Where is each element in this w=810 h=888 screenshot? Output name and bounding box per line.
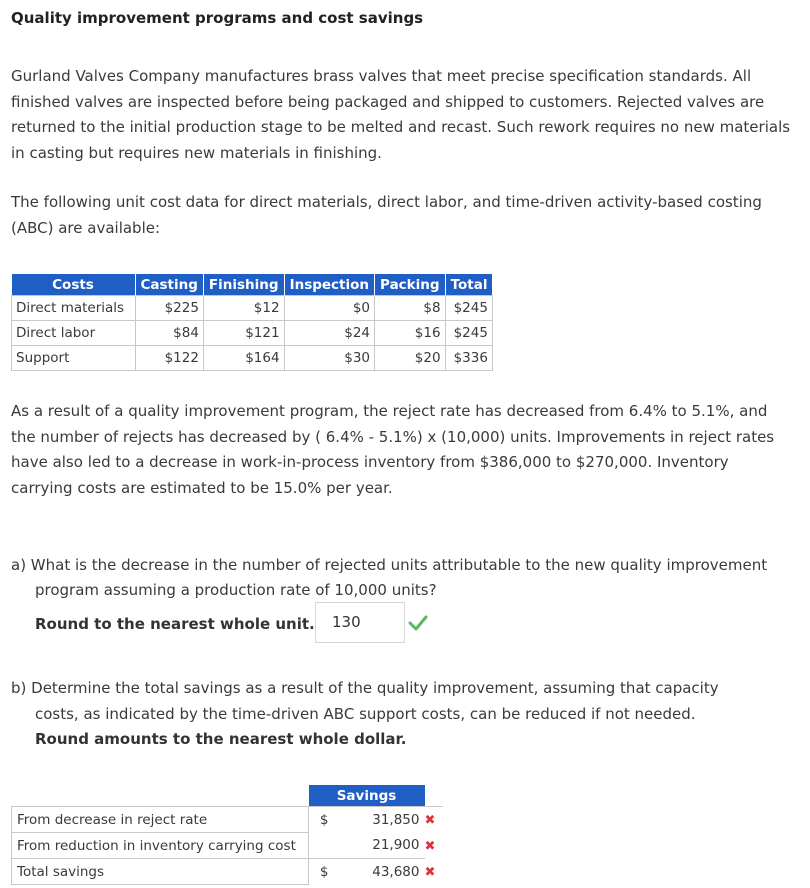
savings-value-input[interactable]: 31,850: [339, 807, 424, 833]
header-inspection: Inspection: [284, 274, 374, 296]
cell-inspection: $30: [284, 346, 374, 371]
question-b: [11, 676, 791, 753]
savings-header-blank: [12, 785, 309, 807]
answer-a-input[interactable]: 130: [315, 602, 405, 643]
currency-symbol: [309, 833, 340, 859]
cell-finishing: $164: [203, 346, 284, 371]
x-icon: ✖: [425, 807, 443, 833]
savings-value-input[interactable]: 21,900: [339, 833, 424, 859]
header-finishing: Finishing: [203, 274, 284, 296]
cell-packing: $8: [375, 296, 446, 321]
x-icon: ✖: [424, 864, 436, 880]
unit-cost-table: [11, 274, 493, 371]
savings-row-label: From decrease in reject rate: [12, 807, 309, 833]
savings-row-label: Total savings: [12, 859, 309, 885]
header-casting: Casting: [135, 274, 203, 296]
table-row: [12, 296, 493, 321]
row-label: Direct labor: [12, 321, 136, 346]
cell-total: $245: [445, 321, 492, 346]
currency-symbol: $: [319, 863, 329, 880]
cell-packing: $16: [375, 321, 446, 346]
cell-finishing: $12: [203, 296, 284, 321]
table-row: [12, 833, 443, 859]
data-paragraph: The following unit cost data for direct materials, direct labor, and time-driven activity-based costing (ABC) are available:: [11, 193, 762, 237]
cell-inspection: $0: [284, 296, 374, 321]
question-b-line1: b) Determine the total savings as a result of the quality improvement, assuming that capacity: [11, 679, 719, 697]
cost-table-header-row: [12, 274, 493, 296]
currency-symbol: $: [309, 807, 340, 833]
row-label: Direct materials: [12, 296, 136, 321]
table-row: [12, 859, 443, 885]
cell-inspection: $24: [284, 321, 374, 346]
x-icon: ✖: [424, 838, 436, 854]
question-b-instruction: Round amounts to the nearest whole dollar.: [35, 730, 407, 748]
header-total: Total: [445, 274, 492, 296]
table-row: [12, 346, 493, 371]
savings-row-label: From reduction in inventory carrying cost: [12, 833, 309, 859]
check-icon: [408, 614, 428, 632]
header-costs: Costs: [12, 274, 136, 296]
savings-header: Savings: [309, 785, 425, 807]
header-packing: Packing: [375, 274, 446, 296]
savings-header-row: [12, 785, 443, 807]
cell-total: $336: [445, 346, 492, 371]
cell-casting: $84: [135, 321, 203, 346]
cell-total: $245: [445, 296, 492, 321]
cell-casting: $122: [135, 346, 203, 371]
savings-table: [11, 785, 443, 885]
table-row: [12, 321, 493, 346]
cell-finishing: $121: [203, 321, 284, 346]
cell-packing: $20: [375, 346, 446, 371]
savings-header-blank-right: [425, 785, 443, 807]
table-row: [12, 807, 443, 833]
question-a: [11, 553, 801, 637]
intro-paragraph: Gurland Valves Company manufactures brass valves that meet precise specification standards. All finished valves are inspected before being packaged and shipped to customers. Rejected valves are returned to the initial production stage to be melted and recast. Such rework requires no new materials in casting but requires new materials in finishing.: [11, 67, 791, 162]
question-b-line2: costs, as indicated by the time-driven ABC support costs, can be reduced if not needed.: [35, 704, 696, 723]
cell-casting: $225: [135, 296, 203, 321]
question-a-instruction: Round to the nearest whole unit.: [35, 615, 315, 633]
question-a-line2: program assuming a production rate of 10,000 units?: [35, 581, 437, 599]
result-paragraph: As a result of a quality improvement program, the reject rate has decreased from 6.4% to 5.1%, and the number of rejects has decreased by ( 6.4% - 5.1%) x (10,000) units. Improvements in reject rates have also led to a decrease in work-in-process inventory from $386,000 to $270,000. Inventory carrying costs are estimated to be 15.0% per year.: [11, 402, 775, 497]
question-a-line1: a) What is the decrease in the number of rejected units attributable to the new quality improvement: [11, 556, 768, 574]
row-label: Support: [12, 346, 136, 371]
page-title: Quality improvement programs and cost savings: [11, 9, 424, 27]
savings-value-input[interactable]: 43,680: [372, 863, 420, 880]
